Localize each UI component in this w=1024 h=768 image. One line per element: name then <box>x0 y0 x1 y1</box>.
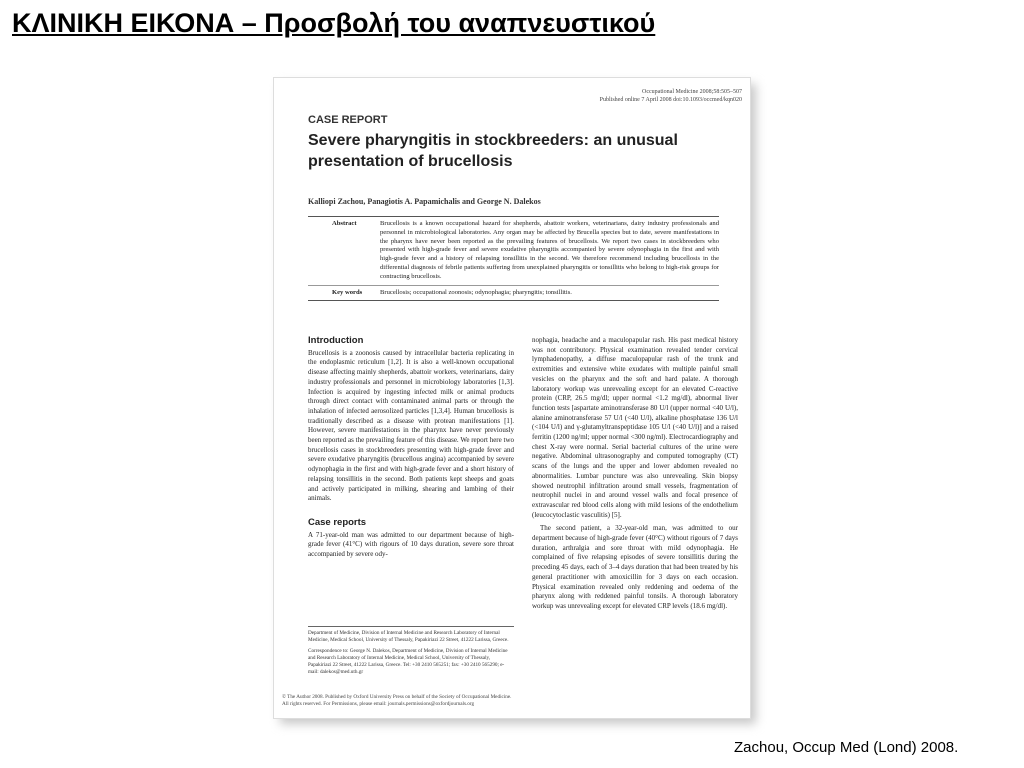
keywords-text: Brucellosis; occupational zoonosis; odynophagia; pharyngitis; tonsillitis. <box>380 288 572 296</box>
citation: Zachou, Occup Med (Lond) 2008. <box>734 739 959 756</box>
footnote <box>308 626 514 680</box>
article-authors: Kalliopi Zachou, Panagiotis A. Papamichalis and George N. Dalekos <box>308 197 541 206</box>
case-reports-text: A 71-year-old man was admitted to our department because of high-grade fever (41°C) with rigours of 10 days duration, severe sore throat accompanied by severe ody- <box>308 530 514 559</box>
footnote-affiliation: Department of Medicine, Division of Internal Medicine and Research Laboratory of Internal Medicine, Medical School, University of Thessaly, Papakiriazi 22 Street, 41222 Larissa, Greece. <box>308 630 509 643</box>
intro-text: Brucellosis is a zoonosis caused by intracellular bacteria replicating in the endoplasmic reticulum [1,2]. It is also a well-known occupational disease affecting mainly shepherds, abattoir workers, veterinarians, dairy industry professionals and personnel in microbiology laboratories [1,3]. Infection is acquired by ingesting infected milk or animal products through direct contact with contaminated animal parts or through the inhalation of infected aerosolized particles [1,3,4]. Human brucellosis is traditionally described as a disease with protean manifestations [1]. However, severe manifestations in the pharynx have never previously been reported as the prevailing feature of this disease. We report here two brucellosis cases in stockbreeders presenting with high-grade fever and severe exudative pharyngitis (brucellous angina) accompanied by severe odynophagia in the first and with high-grade fever and a short history of relapsing tonsillitis in the second. Both patients kept sheeps and goats and actively participated in milking, shearing and lambing of their animals. <box>308 348 514 503</box>
article-title: Severe pharyngitis in stockbreeders: an unusual presentation of brucellosis <box>308 132 678 170</box>
abstract-box <box>308 216 719 301</box>
right-column <box>532 336 738 616</box>
copyright-line-1: © The Author 2008. Published by Oxford University Press on behalf of the Society of Occupational Medicine. <box>282 694 512 700</box>
copyright-line-2: All rights reserved. For Permissions, please email: journals.permissions@oxfordjournals.org <box>282 701 475 707</box>
abstract-row <box>308 217 719 285</box>
case-reports-heading: Case reports <box>308 516 367 528</box>
case-one-text: nophagia, headache and a maculopapular rash. His past medical history was not contributory. Physical examination revealed tender cervical lymphadenopathy, a diffuse maculopapular rash of the trunk and extremities and extensive white exudates with multiple painful small vesicles on the pharynx and the soft and hard palate. A thorough laboratory workup was unrevealing except for an elevated C-reactive protein (CRP, 26.5 mg/dl; upper normal <1.2 mg/dl), abnormal liver function tests [aspartate aminotransferase 80 U/l (upper normal <40 U/l), alanine aminotransferase 57 U/l (<40 U/l), alkaline phosphatase 136 U/l (<104 U/l) and γ-glutamyltranspeptidase 105 U/l (<40 U/l)] and a raised ferritin (1200 ng/ml; upper normal <300 ng/ml). Electrocardiography and chest X-ray were normal. Serial bacterial cultures of the urine were negative. Abdominal ultrasonography and computed tomography (CT) scans of the lungs and the upper and lower abdomen revealed no abnormalities. Lumbar puncture was also unrevealing. Skin biopsy showed neutrophil infiltration around small vessels, fragmentation of neutrophil nuclei in and around vessel walls and focal presence of extravascular red blood cells along with mild lesions of the endothelium (leucocytoclastic vasculitis) [5]. <box>532 336 738 519</box>
keywords-row <box>308 285 719 301</box>
left-column <box>308 336 514 564</box>
abstract-text: Brucellosis is a known occupational hazard for shepherds, abattoir workers, veterinarians, dairy industry professionals and personnel in microbiological laboratories. Any organ may be affected by Brucella species but to date, severe manifestations in the pharynx have never been reported as the prevailing features of brucellosis. We report two cases in stockbreeders who presented with high-grade fever and severe exudative pharyngitis accompanied by severe odynophagia in the first and with high-grade fever and a history of relapsing tonsillitis in the second. We therefore recommend including brucellosis in the differential diagnosis of febrile patients suffering from unexplained pharyngitis or tonsillitis who belong to high-risk groups for contracting brucellosis. <box>380 220 719 280</box>
slide-title: ΚΛΙΝΙΚΗ ΕΙΚΟΝΑ – Προσβολή του αναπνευστικού <box>12 8 656 38</box>
intro-heading: Introduction <box>308 335 364 346</box>
article-page-image <box>273 77 751 719</box>
case-two-text: The second patient, a 32-year-old man, was admitted to our department because of high-grade fever (40°C) without rigours of 7 days duration, arthralgia and sore throat with mild odynophagia. He complained of five relapsing episodes of severe tonsillitis during the preceding 45 days, each of 3–4 days duration that had been treated by his general practitioner with amoxicillin for 3 days on each occasion. Physical examination revealed only reddening and oedema of the pharynx along with reddened painful tonsils. A thorough laboratory workup was unrevealing except for elevated CRP levels (18.6 mg/dl). <box>532 524 738 610</box>
section-label: CASE REPORT <box>308 114 388 126</box>
copyright-notice <box>282 694 722 708</box>
keywords-label: Key words <box>332 288 363 296</box>
journal-line-2: Published online 7 April 2008 doi:10.1093/occmed/kqn020 <box>599 97 742 103</box>
journal-line-1: Occupational Medicine 2008;58:505–507 <box>642 89 742 95</box>
abstract-label: Abstract <box>332 220 357 227</box>
footnote-correspondence: Correspondence to: George N. Dalekos, Department of Medicine, Division of Internal Medicine and Research Laboratory of Internal Medicine, Medical School, University of Thessaly, Papakiriazi 22 Street, 41222 Larissa, Greece. Tel: +30 2410 565251; fax: +30 2410 565290; e-mail: dalekos@med.uth.gr <box>308 648 508 675</box>
journal-meta <box>600 88 742 104</box>
